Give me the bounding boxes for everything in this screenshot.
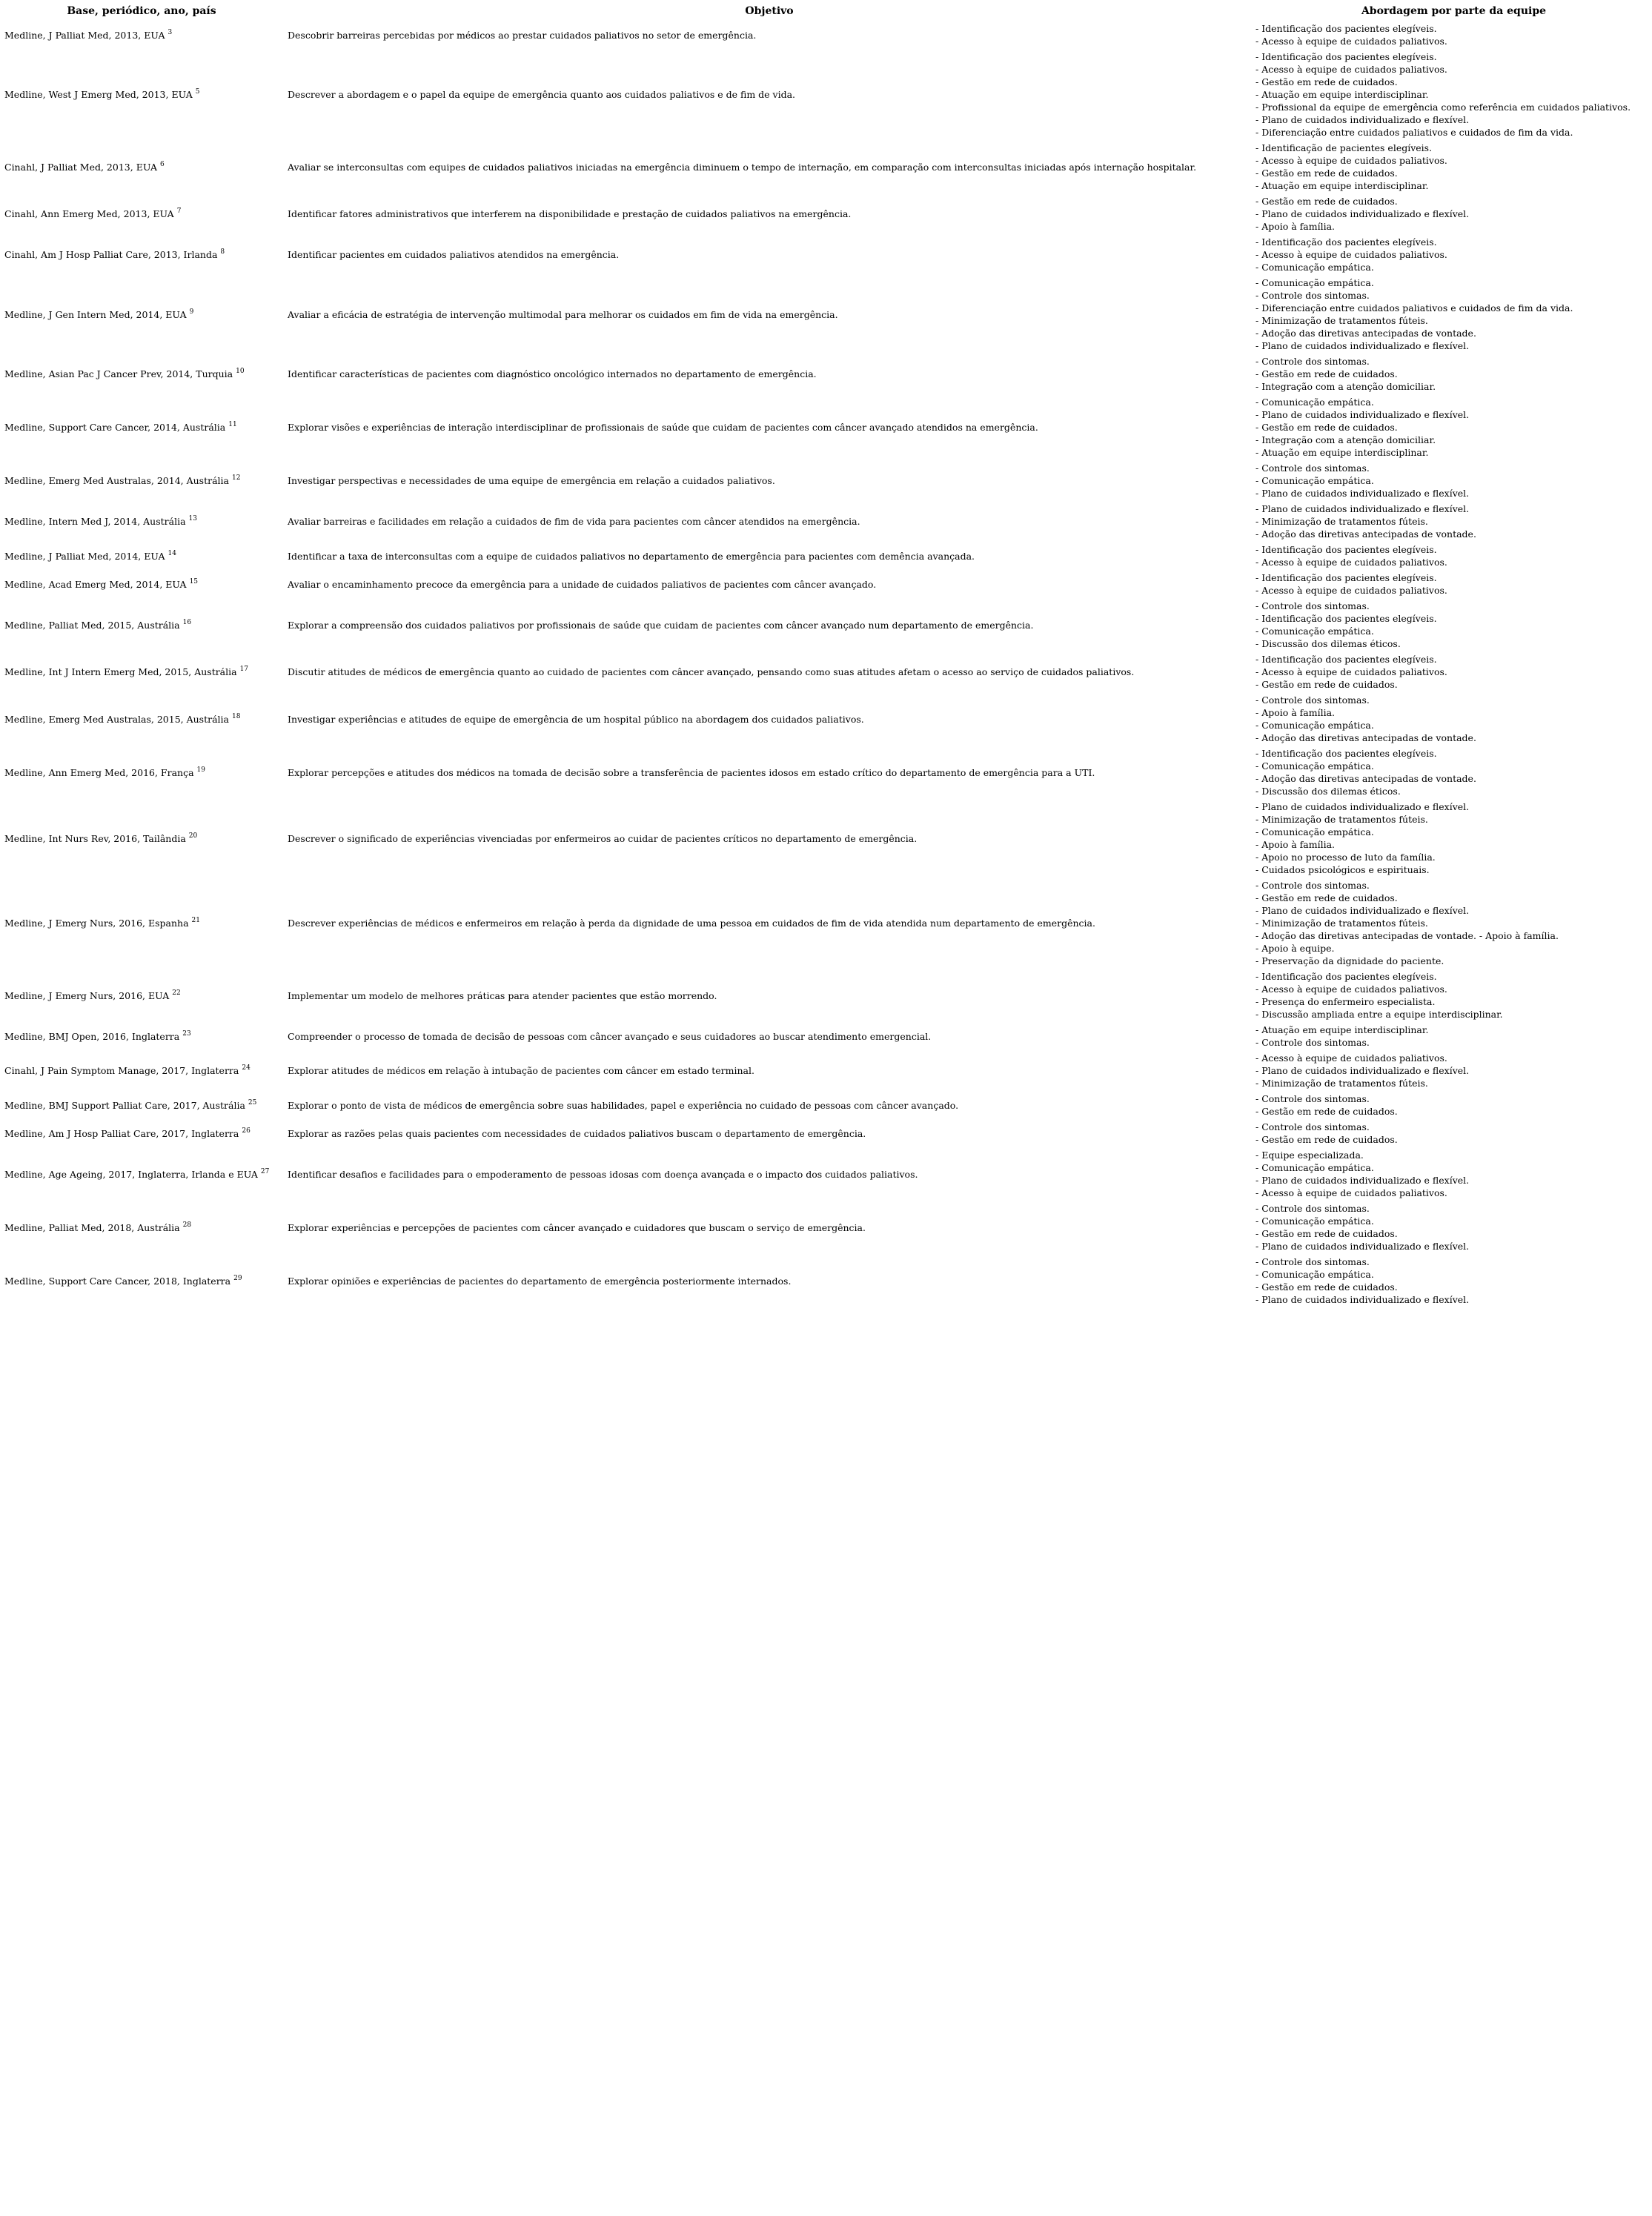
approach-cell [1255,1119,1652,1147]
reference-number: 24 [242,1064,251,1072]
approach-item: - Gestão em rede de cuidados. [1255,196,1398,207]
objective-cell: Identificar pacientes em cuidados paliativos atendidos na emergência. [288,249,620,260]
approach-cell [1255,651,1652,692]
approach-item: - Apoio no processo de luto da família. [1255,852,1436,863]
source-text: Medline, Support Care Cancer, 2018, Inglaterra [4,1275,231,1287]
approach-cell [1255,1147,1652,1201]
objective-cell: Investigar experiências e atitudes de equipe de emergência de um hospital público na abordagem dos cuidados paliativos. [288,713,864,725]
approach-cell [1255,1022,1652,1050]
reference-number: 9 [189,308,194,316]
approach-item: - Gestão em rede de cuidados. [1255,1228,1398,1239]
approach-item: - Acesso à equipe de cuidados paliativos. [1255,1187,1447,1198]
approach-item: - Controle dos sintomas. [1255,1121,1370,1132]
approach-cell [1255,394,1652,460]
objective-cell: Descrever o significado de experiências vivenciadas por enfermeiros ao cuidar de pacientes críticos no departamento de emergência. [288,832,918,844]
approach-item: - Identificação dos pacientes elegíveis. [1255,23,1437,34]
source-text: Cinahl, J Palliat Med, 2013, EUA [4,161,157,173]
reference-number: 21 [191,917,200,924]
approach-cell [1255,49,1652,140]
reference-number: 15 [189,577,199,585]
table-body [0,21,1652,1307]
table-row [0,746,1652,799]
source-cell [0,49,283,140]
table-row [0,501,1652,542]
table-row [0,651,1652,692]
source-cell [0,1022,283,1050]
approach-item: - Controle dos sintomas. [1255,1037,1370,1048]
approach-item: - Gestão em rede de cuidados. [1255,368,1398,379]
source-cell [0,460,283,501]
reference-number: 11 [228,421,237,428]
approach-item: - Diferenciação entre cuidados paliativos e cuidados de fim da vida. [1255,127,1573,138]
approach-item: - Acesso à equipe de cuidados paliativos. [1255,557,1447,568]
approach-cell [1255,275,1652,354]
source-text: Medline, Age Ageing, 2017, Inglaterra, Irlanda e EUA [4,1168,258,1180]
objective-cell: Identificar fatores administrativos que interferem na disponibilidade e prestação de cuidados paliativos na emergência. [288,208,852,219]
table-row [0,1147,1652,1201]
source-cell [0,542,283,570]
source-text: Medline, BMJ Support Palliat Care, 2017, Austrália [4,1099,245,1111]
table-row [0,21,1652,49]
table-row [0,799,1652,878]
approach-item: - Preservação da dignidade do paciente. [1255,955,1444,966]
approach-item: - Acesso à equipe de cuidados paliativos. [1255,666,1447,677]
approach-item: - Discussão dos dilemas éticos. [1255,786,1401,797]
source-text: Medline, J Palliat Med, 2013, EUA [4,29,165,41]
source-cell [0,1050,283,1091]
approach-cell [1255,799,1652,878]
approach-cell [1255,1254,1652,1307]
approach-item: - Cuidados psicológicos e espirituais. [1255,864,1430,875]
approach-item: - Acesso à equipe de cuidados paliativos. [1255,155,1447,166]
approach-item: - Identificação dos pacientes elegíveis. [1255,971,1437,982]
table-header [0,4,1652,21]
approach-item: - Identificação dos pacientes elegíveis. [1255,236,1437,248]
approach-cell [1255,193,1652,234]
reference-number: 19 [196,766,205,774]
approach-item: - Apoio à família. [1255,707,1336,718]
approach-item: - Controle dos sintomas. [1255,1203,1370,1214]
approach-item: - Plano de cuidados individualizado e flexível. [1255,409,1470,420]
approach-item: - Gestão em rede de cuidados. [1255,167,1398,179]
approach-item: - Controle dos sintomas. [1255,694,1370,706]
approach-item: - Adoção das diretivas antecipadas de vontade. [1255,773,1476,784]
approach-item: - Controle dos sintomas. [1255,600,1370,611]
source-cell [0,394,283,460]
approach-cell [1255,234,1652,275]
reference-number: 8 [220,248,225,256]
source-cell [0,193,283,234]
approach-item: - Gestão em rede de cuidados. [1255,1134,1398,1145]
approach-item: - Comunicação empática. [1255,720,1374,731]
approach-item: - Controle dos sintomas. [1255,290,1370,301]
header-source: Base, periódico, ano, país [67,5,216,17]
table-row [0,878,1652,969]
approach-item: - Plano de cuidados individualizado e flexível. [1255,208,1470,219]
approach-cell [1255,746,1652,799]
approach-cell [1255,598,1652,651]
approach-item: - Plano de cuidados individualizado e flexível. [1255,503,1470,514]
objective-cell: Explorar atitudes de médicos em relação à intubação de pacientes com câncer em estado terminal. [288,1065,754,1076]
objective-cell: Explorar o ponto de vista de médicos de emergência sobre suas habilidades, papel e experiência no cuidado de pessoas com câncer avançado. [288,1099,959,1111]
source-text: Medline, Palliat Med, 2018, Austrália [4,1221,180,1233]
approach-item: - Comunicação empática. [1255,826,1374,837]
reference-number: 27 [260,1167,270,1175]
reference-number: 17 [239,666,249,673]
approach-item: - Plano de cuidados individualizado e flexível. [1255,340,1470,351]
approach-item: - Identificação dos pacientes elegíveis. [1255,544,1437,555]
objective-cell: Investigar perspectivas e necessidades de uma equipe de emergência em relação a cuidados paliativos. [288,475,775,486]
approach-cell [1255,354,1652,394]
approach-item: - Acesso à equipe de cuidados paliativos. [1255,36,1447,47]
reference-number: 12 [231,474,241,482]
approach-cell [1255,692,1652,746]
source-text: Cinahl, Ann Emerg Med, 2013, EUA [4,208,174,219]
reference-number: 23 [182,1029,191,1038]
table-row [0,1254,1652,1307]
approach-item: - Controle dos sintomas. [1255,356,1370,367]
reference-number: 16 [182,618,192,626]
source-cell [0,21,283,49]
approach-item: - Plano de cuidados individualizado e flexível. [1255,905,1470,916]
objective-cell: Identificar a taxa de interconsultas com a equipe de cuidados paliativos no departamento de emergência para pacientes com demência avançada. [288,550,975,562]
approach-cell [1255,878,1652,969]
objective-cell: Explorar a compreensão dos cuidados paliativos por profissionais de saúde que cuidam de pacientes com câncer avançado num departamento de emergência. [288,619,1034,631]
approach-item: - Integração com a atenção domiciliar. [1255,381,1436,392]
table-row [0,275,1652,354]
approach-item: - Adoção das diretivas antecipadas de vontade. [1255,732,1476,743]
approach-item: - Acesso à equipe de cuidados paliativos. [1255,249,1447,260]
reference-number: 13 [188,515,197,523]
source-text: Medline, Asian Pac J Cancer Prev, 2014, Turquia [4,368,233,379]
approach-item: - Comunicação empática. [1255,626,1374,637]
approach-item: - Comunicação empática. [1255,760,1374,772]
source-cell [0,354,283,394]
approach-item: - Minimização de tratamentos fúteis. [1255,315,1428,326]
approach-item: - Identificação de pacientes elegíveis. [1255,142,1433,153]
objective-cell: Identificar desafios e facilidades para o empoderamento de pessoas idosas com doença avançada e o impacto dos cuidados paliativos. [288,1168,918,1180]
table-row [0,1091,1652,1119]
table-row [0,1201,1652,1254]
objective-cell: Discutir atitudes de médicos de emergência quanto ao cuidado de pacientes com câncer avançado, pensando como suas atitudes afetam o acesso ao serviço de cuidados paliativos. [288,666,1135,677]
approach-cell [1255,1050,1652,1091]
reference-number: 26 [242,1127,251,1135]
source-cell [0,746,283,799]
table-row [0,570,1652,598]
table-row [0,692,1652,746]
approach-item: - Comunicação empática. [1255,277,1374,288]
source-cell [0,799,283,878]
source-cell [0,1147,283,1201]
reference-number: 25 [248,1098,257,1107]
approach-item: - Atuação em equipe interdisciplinar. [1255,89,1429,100]
approach-item: - Acesso à equipe de cuidados paliativos. [1255,1052,1447,1064]
approach-item: - Identificação dos pacientes elegíveis. [1255,572,1437,583]
approach-item: - Gestão em rede de cuidados. [1255,1281,1398,1293]
approach-cell [1255,969,1652,1022]
table-row [0,354,1652,394]
objective-cell: Avaliar o encaminhamento precoce da emergência para a unidade de cuidados paliativos de pacientes com câncer avançado. [288,578,877,590]
approach-cell [1255,1091,1652,1119]
approach-item: - Discussão ampliada entre a equipe interdisciplinar. [1255,1009,1503,1020]
approach-item: - Gestão em rede de cuidados. [1255,679,1398,690]
approach-item: - Acesso à equipe de cuidados paliativos. [1255,585,1447,596]
objective-cell: Explorar visões e experiências de interação interdisciplinar de profissionais de saúde que cuidam de pacientes com câncer avançado atendidos na emergência. [288,422,1038,433]
source-text: Medline, Emerg Med Australas, 2014, Austrália [4,475,229,486]
source-text: Medline, Int J Intern Emerg Med, 2015, Austrália [4,666,237,677]
source-cell [0,275,283,354]
approach-item: - Controle dos sintomas. [1255,1093,1370,1104]
approach-item: - Acesso à equipe de cuidados paliativos. [1255,983,1447,995]
table-row [0,1022,1652,1050]
reference-number: 10 [236,368,245,375]
objective-cell: Explorar opiniões e experiências de pacientes do departamento de emergência posteriormente internados. [288,1275,792,1287]
source-text: Medline, Palliat Med, 2015, Austrália [4,619,180,631]
approach-cell [1255,460,1652,501]
source-text: Medline, J Emerg Nurs, 2016, Espanha [4,918,189,929]
reference-number: 14 [167,549,176,557]
approach-item: - Atuação em equipe interdisciplinar. [1255,1024,1429,1035]
source-text: Medline, Am J Hosp Palliat Care, 2017, Inglaterra [4,1127,239,1139]
reference-number: 5 [195,88,200,96]
source-cell [0,878,283,969]
table-row [0,1119,1652,1147]
approach-item: - Gestão em rede de cuidados. [1255,1106,1398,1117]
approach-cell [1255,140,1652,193]
reference-number: 18 [231,712,241,720]
source-cell [0,570,283,598]
table-row [0,140,1652,193]
source-text: Medline, West J Emerg Med, 2013, EUA [4,89,193,100]
approach-item: - Comunicação empática. [1255,1162,1374,1173]
table-row [0,1050,1652,1091]
source-text: Medline, Ann Emerg Med, 2016, França [4,766,194,778]
table-row [0,49,1652,140]
source-text: Medline, Support Care Cancer, 2014, Austrália [4,422,226,433]
table-row [0,969,1652,1022]
approach-item: - Controle dos sintomas. [1255,1256,1370,1267]
reference-number: 7 [176,208,182,215]
approach-item: - Controle dos sintomas. [1255,880,1370,891]
approach-cell [1255,501,1652,542]
approach-item: - Identificação dos pacientes elegíveis. [1255,654,1437,665]
reference-number: 3 [167,28,173,36]
source-text: Medline, BMJ Open, 2016, Inglaterra [4,1030,180,1042]
objective-cell: Descrever a abordagem e o papel da equipe de emergência quanto aos cuidados paliativos e de fim de vida. [288,89,796,100]
reference-number: 20 [188,832,198,840]
source-cell [0,140,283,193]
approach-item: - Gestão em rede de cuidados. [1255,422,1398,433]
approach-item: - Diferenciação entre cuidados paliativos e cuidados de fim da vida. [1255,302,1573,314]
approach-cell [1255,570,1652,598]
objective-cell: Explorar as razões pelas quais pacientes com necessidades de cuidados paliativos buscam o departamento de emergência. [288,1127,866,1139]
source-text: Medline, Emerg Med Australas, 2015, Austrália [4,713,229,725]
objective-cell: Avaliar a eficácia de estratégia de intervenção multimodal para melhorar os cuidados em fim de vida na emergência. [288,308,838,320]
source-cell [0,692,283,746]
approach-item: - Comunicação empática. [1255,475,1374,486]
approach-item: - Comunicação empática. [1255,262,1374,273]
reference-number: 22 [172,989,181,997]
approach-item: - Adoção das diretivas antecipadas de vontade. [1255,328,1476,339]
table-row [0,460,1652,501]
header-row [0,4,1652,21]
approach-item: - Comunicação empática. [1255,1215,1374,1227]
source-cell [0,1119,283,1147]
approach-item: - Comunicação empática. [1255,1269,1374,1280]
reference-number: 29 [233,1274,242,1282]
source-cell [0,651,283,692]
table-row [0,234,1652,275]
approach-item: - Gestão em rede de cuidados. [1255,76,1398,87]
approach-item: - Plano de cuidados individualizado e flexível. [1255,1294,1470,1305]
source-text: Medline, J Palliat Med, 2014, EUA [4,550,165,562]
approach-item: - Minimização de tratamentos fúteis. [1255,814,1428,825]
objective-cell: Avaliar se interconsultas com equipes de cuidados paliativos iniciadas na emergência diminuem o tempo de internação, em comparação com interconsultas iniciadas após internação hospitalar. [288,161,1197,173]
objective-cell: Compreender o processo de tomada de decisão de pessoas com câncer avançado e seus cuidadores ao buscar atendimento emergencial. [288,1030,932,1042]
source-text: Medline, J Gen Intern Med, 2014, EUA [4,308,187,320]
approach-item: - Atuação em equipe interdisciplinar. [1255,447,1429,458]
approach-cell [1255,21,1652,49]
objective-cell: Implementar um modelo de melhores práticas para atender pacientes que estão morrendo. [288,989,717,1001]
objective-cell: Identificar características de pacientes com diagnóstico oncológico internados no departamento de emergência. [288,368,817,379]
table-row [0,193,1652,234]
approach-cell [1255,1201,1652,1254]
approach-item: - Plano de cuidados individualizado e flexível. [1255,801,1470,812]
source-cell [0,598,283,651]
approach-item: - Plano de cuidados individualizado e flexível. [1255,114,1470,125]
approach-cell [1255,542,1652,570]
approach-item: - Gestão em rede de cuidados. [1255,892,1398,903]
header-objective: Objetivo [745,5,794,17]
approach-item: - Minimização de tratamentos fúteis. [1255,918,1428,929]
approach-item: - Equipe especializada. [1255,1150,1364,1161]
approach-item: - Plano de cuidados individualizado e flexível. [1255,488,1470,499]
approach-item: - Identificação dos pacientes elegíveis. [1255,51,1437,62]
reference-number: 28 [182,1221,192,1229]
approach-item: - Identificação dos pacientes elegíveis. [1255,613,1437,624]
approach-item: - Comunicação empática. [1255,397,1374,408]
approach-item: - Minimização de tratamentos fúteis. [1255,516,1428,527]
approach-item: - Profissional da equipe de emergência como referência em cuidados paliativos. [1255,102,1631,113]
table-row [0,598,1652,651]
objective-cell: Explorar percepções e atitudes dos médicos na tomada de decisão sobre a transferência de pacientes idosos em estado crítico do departamento de emergência para a UTI. [288,766,1095,778]
source-cell [0,234,283,275]
approach-item: - Plano de cuidados individualizado e flexível. [1255,1241,1470,1252]
approach-item: - Integração com a atenção domiciliar. [1255,434,1436,445]
objective-cell: Descobrir barreiras percebidas por médicos ao prestar cuidados paliativos no setor de emergência. [288,29,757,41]
approach-item: - Acesso à equipe de cuidados paliativos. [1255,64,1447,75]
approach-item: - Presença do enfermeiro especialista. [1255,996,1436,1007]
approach-item: - Plano de cuidados individualizado e flexível. [1255,1065,1470,1076]
approach-item: - Apoio à equipe. [1255,943,1335,954]
approach-item: - Adoção das diretivas antecipadas de vontade. [1255,528,1476,540]
source-cell [0,501,283,542]
source-cell [0,1254,283,1307]
objective-cell: Explorar experiências e percepções de pacientes com câncer avançado e cuidadores que buscam o serviço de emergência. [288,1221,866,1233]
source-cell [0,1201,283,1254]
header-approach: Abordagem por parte da equipe [1361,5,1547,17]
approach-item: - Controle dos sintomas. [1255,462,1370,474]
objective-cell: Avaliar barreiras e facilidades em relação a cuidados de fim de vida para pacientes com câncer atendidos na emergência. [288,516,860,527]
source-cell [0,1091,283,1119]
approach-item: - Apoio à família. [1255,839,1336,850]
reference-number: 6 [159,160,165,168]
source-text: Cinahl, J Pain Symptom Manage, 2017, Inglaterra [4,1065,239,1076]
objective-cell: Descrever experiências de médicos e enfermeiros em relação à perda da dignidade de uma pessoa em cuidados de fim de vida atendida num departamento de emergência. [288,918,1095,929]
table-row [0,542,1652,570]
source-cell [0,969,283,1022]
source-text: Medline, Int Nurs Rev, 2016, Tailândia [4,832,186,844]
studies-table [0,4,1652,1307]
approach-item: - Plano de cuidados individualizado e flexível. [1255,1175,1470,1186]
source-text: Medline, J Emerg Nurs, 2016, EUA [4,989,170,1001]
approach-item: - Adoção das diretivas antecipadas de vontade. - Apoio à família. [1255,930,1559,941]
approach-item: - Minimização de tratamentos fúteis. [1255,1078,1428,1089]
table-row [0,394,1652,460]
source-text: Medline, Intern Med J, 2014, Austrália [4,516,186,527]
approach-item: - Discussão dos dilemas éticos. [1255,638,1401,649]
approach-item: - Atuação em equipe interdisciplinar. [1255,180,1429,191]
approach-item: - Apoio à família. [1255,221,1336,232]
source-text: Cinahl, Am J Hosp Palliat Care, 2013, Irlanda [4,249,218,260]
source-text: Medline, Acad Emerg Med, 2014, EUA [4,578,187,590]
approach-item: - Identificação dos pacientes elegíveis. [1255,748,1437,759]
